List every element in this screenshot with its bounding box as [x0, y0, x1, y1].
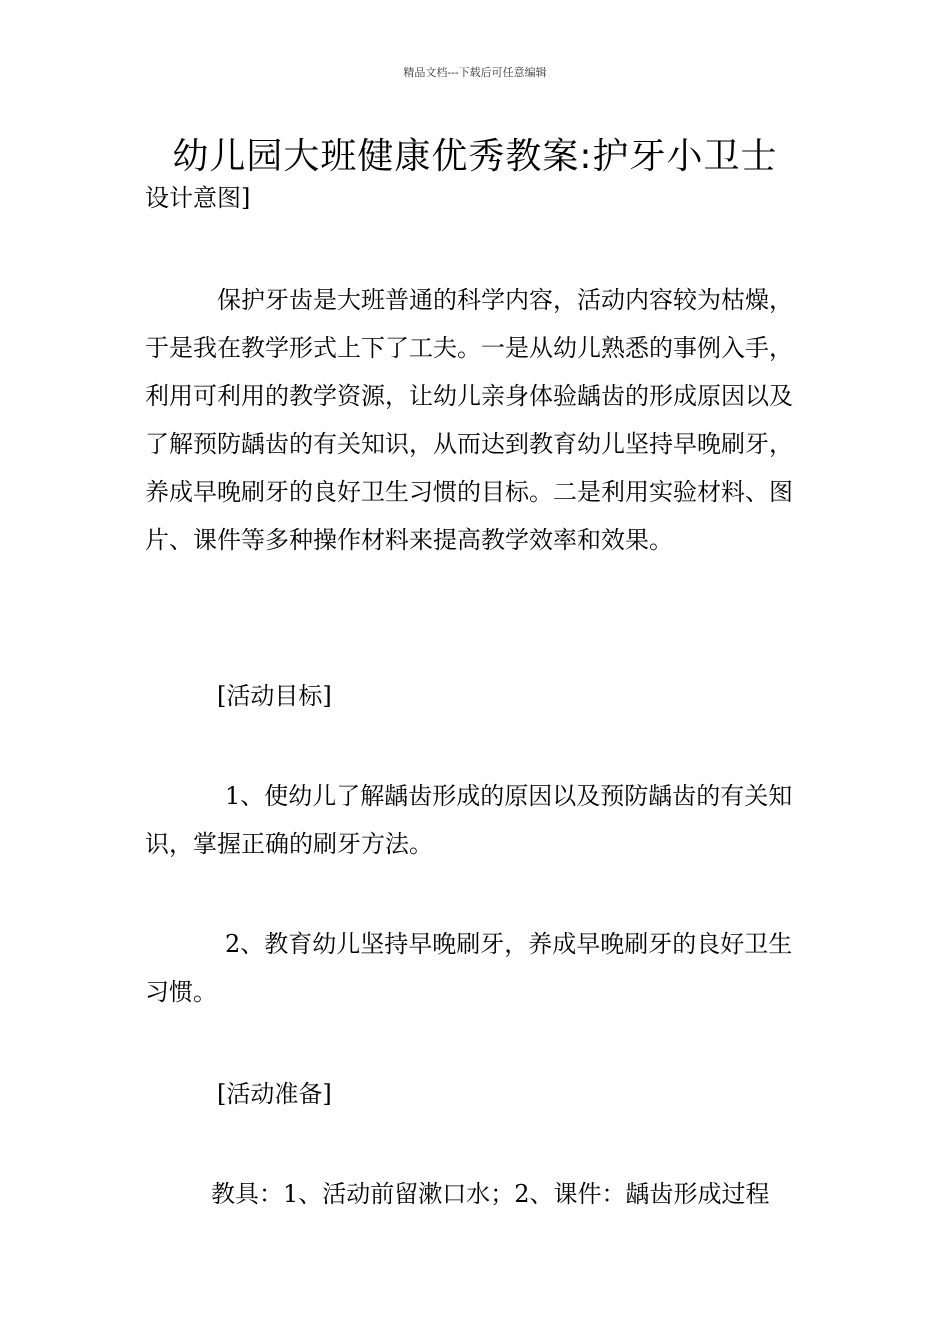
header-note: 精品文档---下载后可任意编辑	[403, 66, 547, 79]
goals-heading: [活动目标]	[217, 682, 332, 710]
goal-item-1: 1、使幼儿了解龋齿形成的原因以及预防龋齿的有关知识，掌握正确的刷牙方法。	[145, 782, 793, 858]
intro-paragraph: 保护牙齿是大班普通的科学内容，活动内容较为枯燥，于是我在教学形式上下了工夫。一是从幼儿熟悉的事例入手，利用可利用的教学资源，让幼儿亲身体验龋齿的形成原因以及了解预防龋齿的有关知识，从而达到教育幼儿坚持早晚刷牙，养成早晚刷牙的良好卫生习惯的目标。二是利用实验材料、图片、课件等多种操作材料来提高教学效率和效果。	[145, 286, 793, 554]
goal-item-2: 2、教育幼儿坚持早晚刷牙，养成早晚刷牙的良好卫生习惯。	[145, 930, 793, 1006]
preparation-heading: [活动准备]	[217, 1080, 332, 1108]
tools-paragraph: 教具：1、活动前留漱口水；2、课件：龋齿形成过程	[211, 1180, 770, 1208]
document-title: 幼儿园大班健康优秀教案:护牙小卫士	[172, 136, 778, 177]
design-intent-label: 设计意图]	[145, 184, 251, 212]
